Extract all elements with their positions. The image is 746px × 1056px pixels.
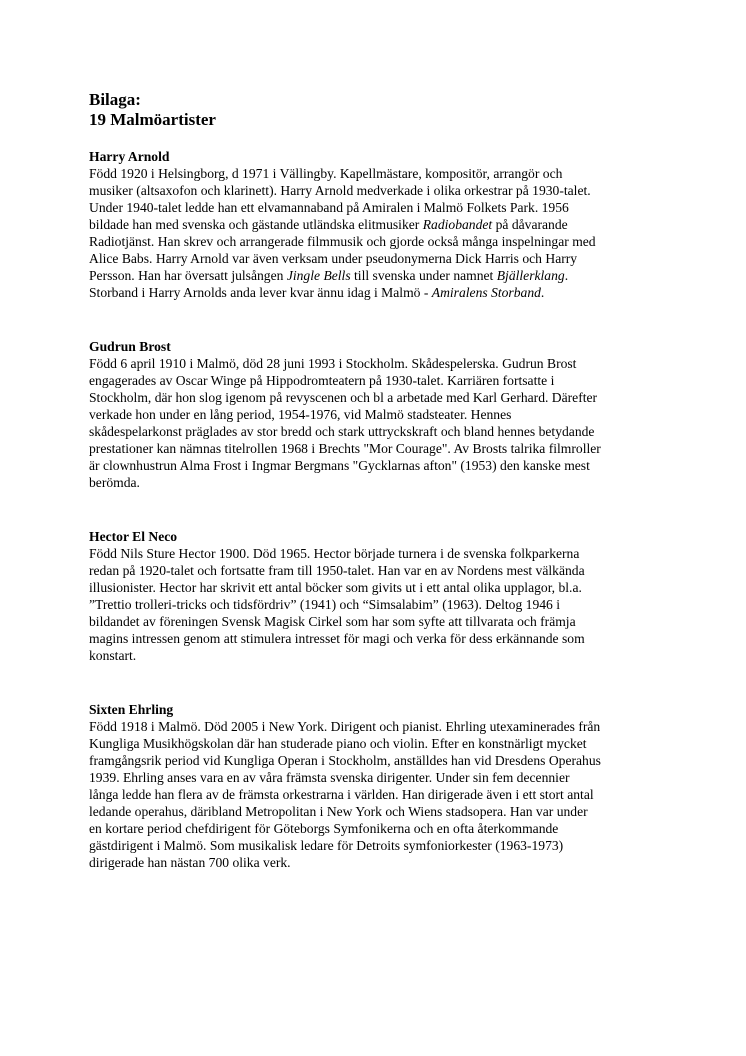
bio-text: Född 1918 i Malmö. Död 2005 i New York. Dirigent och pianist. Ehrling utexaminerades från Kungliga Musikhögskolan där han studerade piano och violin. Efter en konstnärligt mycket framgångsrik period vid Kungliga Operan i Stockholm, anställdes han vid Dresdens Operahus 1939. Ehrling anses vara en av våra främsta svenska dirigenter. Under sin fem decennier långa ledde han flera av de främsta orkestrarna i världen. Han dirigerade även i ett stort antal ledande operahus, däribland Metropolitan i New York och Wiens stadsopera. Han var under en kortare period chefdirigent för Göteborgs Symfonikerna och en ofta återkommande gästdirigent i Malmö. Som musikalisk ledare för Detroits symfoniorkester (1963-1973) dirigerade han nästan 700 olika verk. bbox=[89, 719, 601, 870]
bio-text: till svenska under namnet bbox=[350, 268, 497, 283]
italic-title-text: Bjällerklang bbox=[496, 268, 565, 283]
italic-title-text: Radiobandet bbox=[422, 217, 493, 232]
document-page bbox=[89, 90, 664, 870]
bio-text: på dåvarande Radiotjänst. Han skrev och arrangerade filmmusik och gjorde också många inspelningar med Alice Babs. Harry Arnold var även verksam under pseudonymerna Dick Harris och Harry Persson. Han har översatt julsången bbox=[89, 217, 596, 283]
artist-bio bbox=[89, 165, 664, 301]
italic-title-text: Jingle Bells bbox=[286, 268, 351, 283]
artist-bio bbox=[89, 355, 664, 491]
bio-text: . bbox=[540, 285, 545, 300]
title-line-2: 19 Malmöartister bbox=[89, 110, 216, 129]
artist-section-hector-el-neco bbox=[89, 528, 664, 664]
artist-section-sixten-ehrling bbox=[89, 701, 664, 871]
bio-text: Född Nils Sture Hector 1900. Död 1965. Hector började turnera i de svenska folkparkerna redan på 1920-talet och fortsatte fram till 1950-talet. Han var en av Nordens mest välkända illusionister. Hector har skrivit ett antal böcker som givits ut i ett antal olika upplagor, bl.a. ”Trettio trolleri-tricks och tidsfördriv” (1941) och “Simsalabim” (1963). Deltog 1946 i bildandet av föreningen Svensk Magisk Cirkel som har som syfte att tillvarata och främja magins intressen genom att stimulera intresset för magi och verka för dess erkännande som konstart. bbox=[89, 546, 585, 663]
artist-section-harry-arnold bbox=[89, 148, 664, 301]
artist-name: Gudrun Brost bbox=[89, 339, 171, 354]
artist-bio bbox=[89, 718, 664, 871]
artist-name: Hector El Neco bbox=[89, 529, 178, 544]
bio-text: Född 6 april 1910 i Malmö, död 28 juni 1993 i Stockholm. Skådespelerska. Gudrun Brost engagerades av Oscar Winge på Hippodromteatern på 1930-talet. Karriären fortsatte i Stockholm, där hon slog igenom på revyscenen och bl a arbetade med Karl Gerhard. Därefter verkade hon under en lång period, 1954-1976, vid Malmö stadsteater. Hennes skådespelarkonst präglades av stor bredd och stark uttryckskraft och bland hennes betydande prestationer kan nämnas titelrollen 1968 i Brechts "Mor Courage". Av Brosts talrika filmroller är clownhustrun Alma Frost i Ingmar Bergmans "Gycklarnas afton" (1953) den kanske mest berömda. bbox=[89, 356, 601, 490]
artist-bio bbox=[89, 545, 664, 664]
artist-name: Sixten Ehrling bbox=[89, 702, 174, 717]
artist-section-gudrun-brost bbox=[89, 338, 664, 491]
bio-text: . Storband i Harry Arnolds anda lever kvar ännu idag i Malmö - bbox=[89, 268, 569, 300]
italic-title-text: Amiralens Storband bbox=[431, 285, 541, 300]
artist-name: Harry Arnold bbox=[89, 149, 170, 164]
document-title bbox=[89, 90, 664, 130]
bio-text: Född 1920 i Helsingborg, d 1971 i Vällingby. Kapellmästare, kompositör, arrangör och musiker (altsaxofon och klarinett). Harry Arnold medverkade i olika orkestrar på 1930-talet. Under 1940-talet ledde han ett elvamannaband på Amiralen i Malmö Folkets Park. 1956 bildade han med svenska och gästande utländska elitmusiker bbox=[89, 166, 591, 232]
title-line-1: Bilaga: bbox=[89, 90, 141, 109]
